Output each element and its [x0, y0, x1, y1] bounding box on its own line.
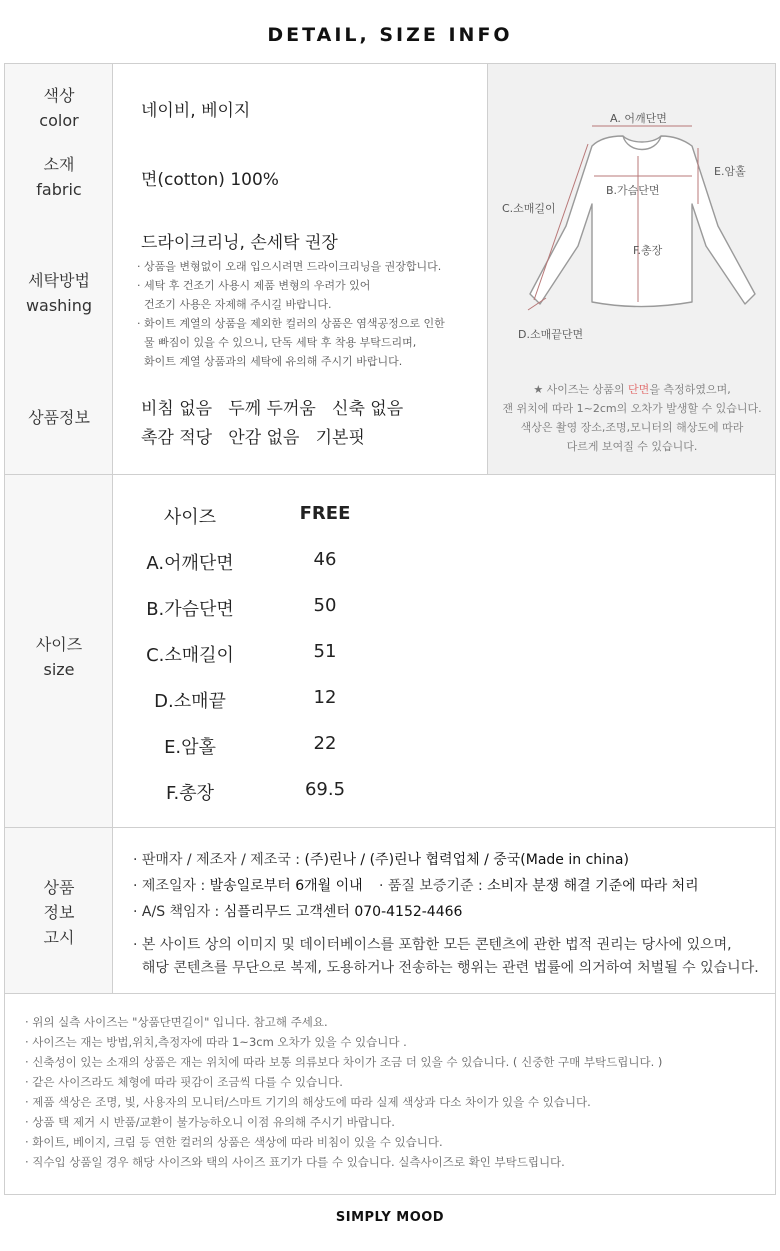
seller-label: · 판매자 / 제조자 / 제조국 : [133, 852, 305, 868]
size-note-line4: 다르게 보여질 수 있습니다. [566, 440, 698, 453]
seller-value: (주)린나 / (주)린나 협력업체 / 중국(Made in china) [304, 852, 629, 868]
washing-note: 물 빠짐이 있을 수 있으니, 단독 세탁 후 착용 부탁드리며, [137, 336, 417, 349]
size-row [5, 595, 365, 625]
color-value: 네이비, 베이지 [141, 101, 251, 121]
as-info [133, 901, 462, 921]
size-row-name: F.총장 [166, 783, 214, 804]
size-note-line2: 잰 위치에 따라 1~2cm의 오차가 발생할 수 있습니다. [502, 402, 762, 415]
footnote: · 화이트, 베이지, 크림 등 연한 컬러의 상품은 색상에 따라 비침이 있을 수 있습니다. [25, 1135, 443, 1149]
size-row [5, 687, 365, 717]
size-row [5, 549, 365, 579]
footnotes-section [4, 993, 776, 1195]
as-label: · A/S 책임자 : [133, 904, 224, 920]
size-row-value: 46 [313, 549, 337, 570]
notice-label-line: 정보 [43, 903, 75, 922]
footnote: · 신축성이 있는 소재의 상품은 재는 위치에 따라 보통 의류보다 차이가 조금 더 있을 수 있습니다. ( 신중한 구매 부탁드립니다. ) [25, 1055, 663, 1069]
size-label-en: size [43, 660, 75, 679]
footnote: · 같은 사이즈라도 체형에 따라 핏감이 조금씩 다를 수 있습니다. [25, 1075, 343, 1089]
size-row-value: 50 [313, 595, 337, 616]
product-info-line1: 비침 없음 두께 두꺼움 신축 없음 [141, 399, 404, 419]
diagram-label-f: F.총장 [633, 244, 663, 257]
size-diagram-panel [487, 64, 775, 474]
size-row-name: D.소매끝 [154, 691, 226, 712]
size-row [5, 733, 365, 763]
fabric-label-en: fabric [36, 180, 82, 199]
washing-note: · 상품을 변형없이 오래 입으시려면 드라이크리닝을 권장합니다. [137, 260, 442, 273]
diagram-label-b: B.가슴단면 [606, 184, 660, 197]
date-label: · 제조일자 : [133, 878, 210, 894]
size-row [5, 779, 365, 809]
detail-label-column [5, 64, 113, 474]
size-note-line3: 색상은 촬영 장소,조명,모니터의 해상도에 따라 [520, 421, 744, 434]
fabric-label-ko: 소재 [43, 155, 75, 174]
size-row-name: B.가슴단면 [146, 599, 234, 620]
quality-info [379, 875, 699, 895]
footnote: · 사이즈는 재는 방법,위치,측정자에 따라 1~3cm 오차가 있을 수 있습니다 . [25, 1035, 407, 1049]
washing-label-ko: 세탁방법 [28, 271, 90, 290]
washing-notes [137, 257, 445, 371]
size-row-name: C.소매길이 [146, 645, 234, 666]
washing-note: · 화이트 계열의 상품을 제외한 컬러의 상품은 염색공정으로 인한 [137, 317, 445, 330]
product-info-line2: 촉감 적당 안감 없음 기본핏 [141, 428, 365, 448]
size-header-name: 사이즈 [163, 507, 217, 528]
washing-note: 건조기 사용은 자제해 주시길 바랍니다. [137, 298, 332, 311]
washing-note: 화이트 계열 상품과의 세탁에 유의해 주시기 바랍니다. [137, 355, 403, 368]
size-row-value: 69.5 [304, 779, 346, 800]
size-row-value: 22 [313, 733, 337, 754]
rights-line2: 해당 콘텐츠를 무단으로 복제, 도용하거나 전송하는 행위는 관련 법률에 의거하여 처벌될 수 있습니다. [133, 960, 759, 976]
size-table-header [5, 503, 365, 533]
product-info-label: 상품정보 [28, 408, 90, 427]
footnote: · 직수입 상품일 경우 해당 사이즈와 택의 사이즈 표기가 다를 수 있습니다. 실측사이즈로 확인 부탁드립니다. [25, 1155, 565, 1169]
quality-label: · 품질 보증기준 : [379, 878, 488, 894]
diagram-label-c: C.소매길이 [502, 202, 556, 215]
size-header-value: FREE [299, 503, 351, 524]
date-value: 발송일로부터 6개월 이내 [209, 878, 363, 894]
washing-note: · 세탁 후 건조기 사용시 제품 변형의 우려가 있어 [137, 279, 371, 292]
size-note-line1: ★ 사이즈는 상품의 단면을 측정하였으며, [533, 383, 731, 396]
footnote: · 상품 택 제거 시 반품/교환이 불가능하오니 이점 유의해 주시기 바랍니다. [25, 1115, 395, 1129]
detail-section [4, 63, 776, 475]
notice-label-column [5, 828, 113, 993]
date-info [133, 875, 363, 895]
sweater-outline [530, 136, 755, 307]
diagram-label-d: D.소매끝단면 [518, 328, 584, 341]
quality-value: 소비자 분쟁 해결 기준에 따라 처리 [487, 878, 699, 894]
fabric-value: 면(cotton) 100% [141, 170, 279, 190]
page-title: DETAIL, SIZE INFO [267, 24, 513, 46]
brand-name: SIMPLY MOOD [335, 1210, 445, 1225]
diagram-label-e: E.암홀 [714, 165, 746, 178]
rights-line1: · 본 사이트 상의 이미지 및 데이터베이스를 포함한 모든 콘텐츠에 관한 법적 권리는 당사에 있으며, [133, 937, 732, 953]
diagram-label-a: A. 어깨단면 [610, 112, 667, 125]
size-row-value: 51 [313, 641, 337, 662]
size-section [4, 474, 776, 828]
footnote: · 위의 실측 사이즈는 "상품단면길이" 입니다. 참고해 주세요. [25, 1015, 328, 1029]
notice-label-line: 고시 [43, 928, 75, 947]
size-note [488, 380, 776, 456]
as-value: 심플리무드 고객센터 070-4152-4466 [223, 904, 463, 920]
size-row-value: 12 [313, 687, 337, 708]
seller-info [133, 849, 629, 869]
footnote: · 제품 색상은 조명, 빛, 사용자의 모니터/스마트 기기의 해상도에 따라 실제 색상과 다소 차이가 있을 수 있습니다. [25, 1095, 591, 1109]
size-row [5, 641, 365, 671]
washing-value: 드라이크리닝, 손세탁 권장 [141, 233, 338, 253]
notice-label-line: 상품 [43, 878, 75, 897]
size-row-name: E.암홀 [164, 737, 216, 758]
size-label-ko: 사이즈 [35, 635, 83, 654]
product-notice-section [4, 827, 776, 994]
size-row-name: A.어깨단면 [146, 553, 234, 574]
color-label-en: color [39, 111, 79, 130]
washing-label-en: washing [25, 296, 93, 315]
color-label-ko: 색상 [43, 86, 75, 105]
